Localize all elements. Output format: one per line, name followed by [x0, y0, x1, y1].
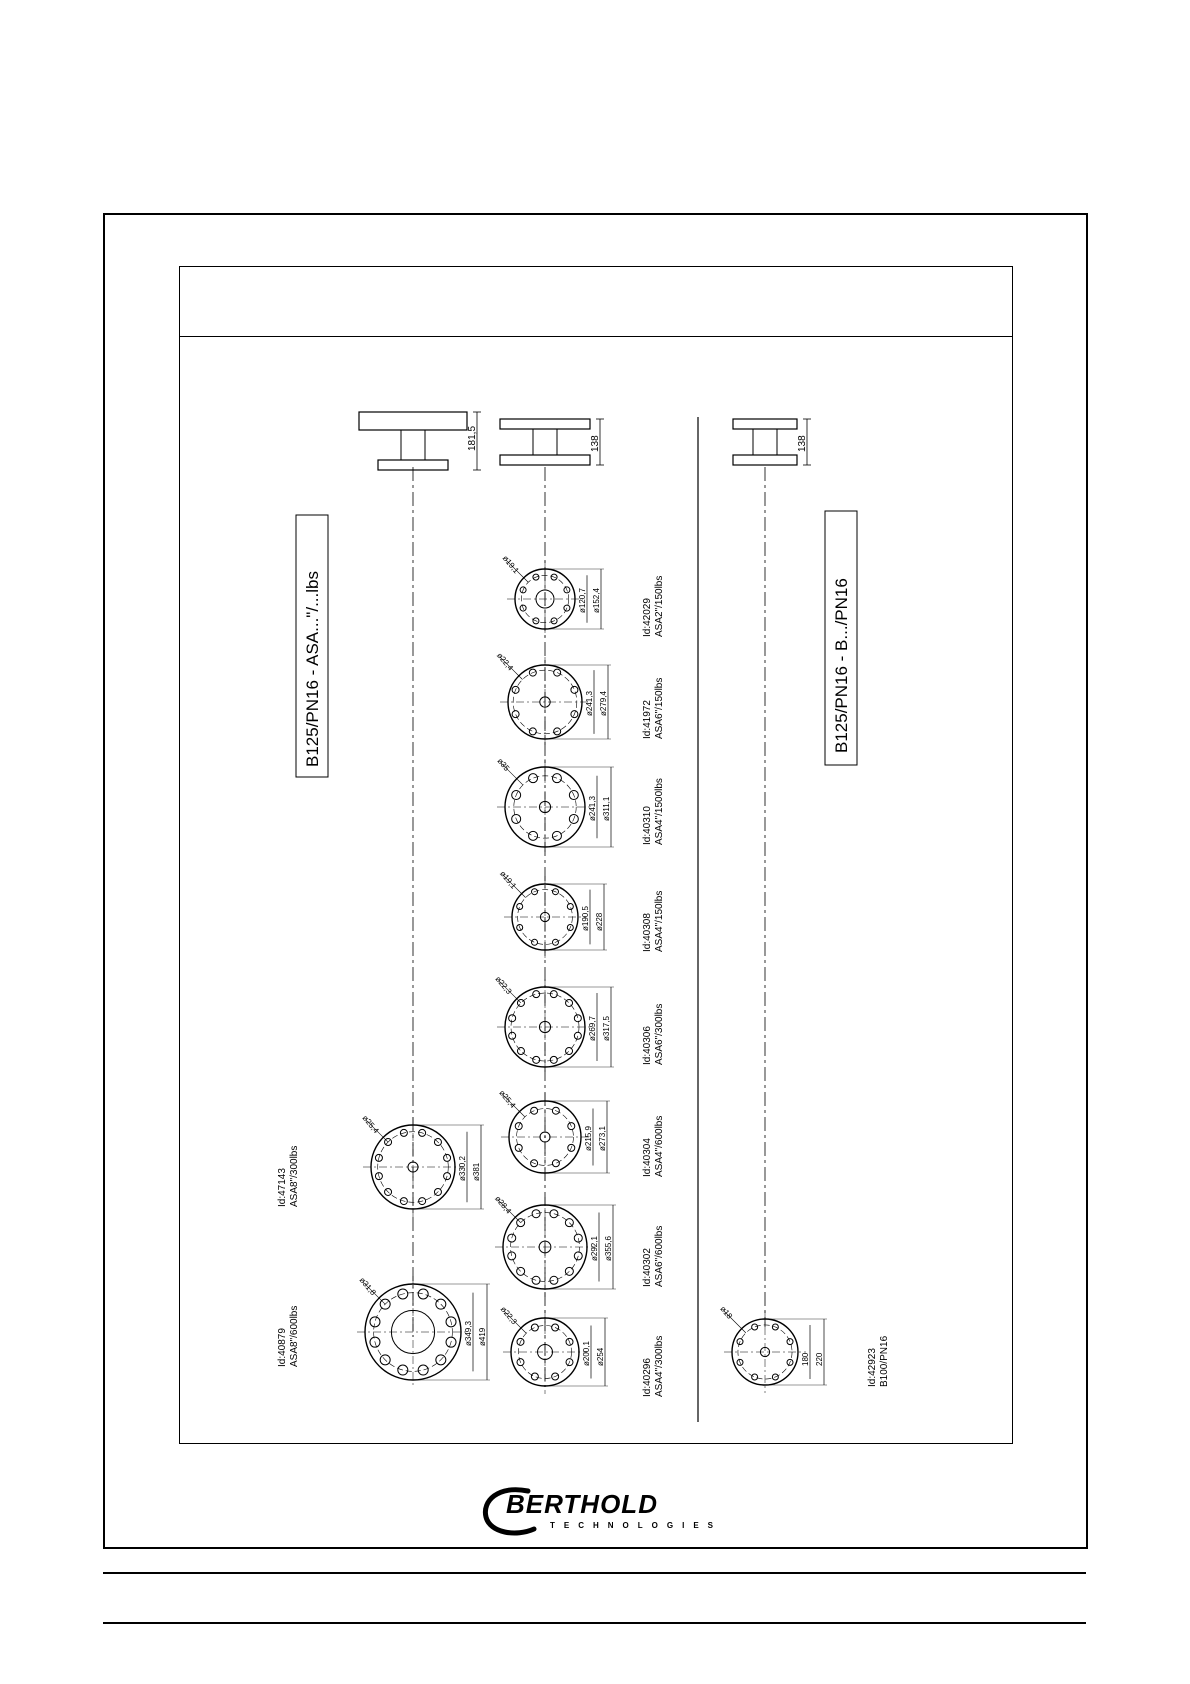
bolt-hole	[509, 1032, 516, 1039]
flange-spec: ASA8"/600lbs	[289, 1305, 300, 1367]
side-views	[359, 412, 811, 470]
bolt-hole	[550, 1056, 557, 1063]
flange-hole-dim: ø22,3	[498, 1304, 519, 1327]
logo-subtitle: TECHNOLOGIES	[550, 1521, 723, 1530]
flange-10	[501, 554, 665, 637]
flange-outer-dim: ø311,1	[602, 796, 611, 821]
footer-rule-top	[103, 1572, 1086, 1574]
bolt-hole	[517, 904, 523, 910]
flange-hole-dim: ø19,1	[500, 553, 521, 576]
flange-5	[497, 1088, 665, 1181]
flange-outer-dim: ø355,6	[604, 1236, 613, 1261]
group-pn-label: B125/PN16 - B.../PN16	[832, 578, 851, 753]
bolt-hole	[532, 1210, 540, 1218]
flange-outer-dim: 220	[815, 1352, 824, 1366]
bolt-hole	[532, 939, 538, 945]
flange-bolt-circle-dim: ø120,7	[578, 588, 587, 613]
group-asa-label: B125/PN16 - ASA..."/...lbs	[303, 571, 322, 767]
bolt-hole	[517, 1048, 524, 1055]
flange-hole-dim: ø22,3	[493, 974, 514, 996]
flange-spec: ASA6"/150lbs	[654, 677, 665, 739]
flange-id: Id:41972	[642, 700, 653, 739]
flange-drawing	[180, 337, 1010, 1441]
flange-spec: ASA4"/1500lbs	[654, 778, 665, 845]
flange-bolt-circle-dim: ø269,7	[588, 1016, 597, 1041]
bolt-hole	[370, 1317, 380, 1327]
group-asa-box	[296, 515, 328, 777]
flange-hole-dim: ø18	[718, 1304, 735, 1321]
bolt-hole	[574, 1234, 582, 1242]
flange-hole-dim: ø19,1	[498, 869, 519, 891]
bolt-hole	[574, 1032, 581, 1039]
bolt-hole	[418, 1289, 428, 1299]
flange-id: Id:47143	[277, 1168, 288, 1207]
berthold-logo	[478, 1483, 723, 1543]
bolt-hole	[533, 1056, 540, 1063]
logo-word: BERTHOLD	[506, 1489, 658, 1519]
bolt-hole	[512, 711, 519, 718]
bolt-hole	[418, 1365, 428, 1375]
flange-spec: ASA2"/150lbs	[654, 575, 665, 637]
side-view-height: 181,5	[467, 425, 478, 451]
header-bar	[103, 62, 1086, 114]
flange-hole-dim: ø22,4	[494, 651, 516, 673]
bolt-hole	[529, 774, 538, 783]
flange-bolt-circle-dim: ø330,2	[458, 1156, 467, 1181]
flange-id: Id:40302	[642, 1248, 653, 1287]
bolt-hole	[529, 831, 538, 840]
flange-3	[499, 1305, 665, 1397]
flange-hole-dim: ø31,8	[357, 1275, 378, 1298]
flange-outer-dim: ø228	[595, 912, 604, 931]
bolt-hole	[533, 991, 540, 998]
bolt-hole	[752, 1374, 758, 1380]
flange-id: Id:40296	[642, 1358, 653, 1397]
side-view	[733, 419, 811, 465]
bolt-hole	[552, 774, 561, 783]
bolt-hole	[752, 1324, 758, 1330]
bolt-hole	[508, 1252, 516, 1260]
bolt-hole	[574, 1015, 581, 1022]
flange-6	[493, 974, 665, 1075]
flange-outer-dim: ø254	[596, 1347, 605, 1366]
side-view-height: 138	[797, 435, 808, 452]
flange-id: Id:40304	[642, 1138, 653, 1177]
flange-7	[498, 869, 665, 958]
flange-bolt-circle-dim: ø349,3	[464, 1321, 473, 1346]
flange-spec: ASA6"/300lbs	[654, 1003, 665, 1065]
bolt-hole	[566, 1048, 573, 1055]
bolt-hole	[529, 728, 536, 735]
flange-bolt-circle-dim: ø292,1	[590, 1236, 599, 1261]
flange-11	[718, 1304, 890, 1393]
flange-4	[493, 1194, 665, 1297]
flange-id: Id:40308	[642, 913, 653, 952]
side-view	[359, 412, 481, 470]
flange-outer-dim: ø152,4	[592, 588, 601, 613]
flange-spec: B100/PN16	[879, 1335, 890, 1387]
flange-id: Id:40310	[642, 806, 653, 845]
flange-bolt-circle-dim: ø190,5	[581, 906, 590, 931]
flange-hole-dim: ø25,4	[497, 1088, 518, 1110]
flange-bolt-circle-dim: 180	[801, 1352, 810, 1366]
sheet-title-block	[180, 267, 1012, 337]
bolt-hole	[515, 1144, 522, 1151]
flange-views	[277, 554, 890, 1397]
bolt-hole	[550, 1276, 558, 1284]
flange-spec: ASA4"/150lbs	[654, 890, 665, 952]
side-view	[500, 419, 604, 465]
flange-hole-dim: ø25,4	[360, 1113, 381, 1136]
flange-hole-dim: ø35	[495, 756, 512, 773]
flange-2	[277, 1114, 484, 1217]
bolt-hole	[552, 1324, 559, 1331]
flange-id: Id:42923	[867, 1348, 878, 1387]
flange-bolt-circle-dim: ø241,3	[588, 796, 597, 821]
flange-9	[495, 651, 665, 747]
flange-spec: ASA4"/300lbs	[654, 1335, 665, 1397]
bolt-hole	[571, 686, 578, 693]
footer-rule-bottom	[103, 1622, 1086, 1624]
bolt-hole	[550, 991, 557, 998]
flange-outer-dim: ø317,5	[602, 1016, 611, 1041]
flange-bolt-circle-dim: ø215,9	[584, 1126, 593, 1151]
flange-id: Id:40879	[277, 1328, 288, 1367]
group-pn-box	[825, 511, 857, 765]
flange-1	[277, 1276, 490, 1388]
flange-id: Id:42029	[642, 598, 653, 637]
flange-spec: ASA4"/600lbs	[654, 1115, 665, 1177]
flange-8	[495, 756, 665, 855]
flange-spec: ASA8"/300lbs	[289, 1145, 300, 1207]
bolt-hole	[509, 1015, 516, 1022]
side-view-height: 138	[590, 435, 601, 452]
flange-outer-dim: ø381	[472, 1162, 481, 1181]
flange-hole-dim: ø28,4	[493, 1194, 514, 1216]
flange-bolt-circle-dim: ø200,1	[582, 1341, 591, 1366]
flange-outer-dim: ø279,4	[599, 691, 608, 716]
bolt-hole	[567, 904, 573, 910]
bolt-hole	[566, 999, 573, 1006]
bolt-hole	[552, 1160, 559, 1167]
bolt-hole	[531, 1373, 538, 1380]
flange-bolt-circle-dim: ø241,3	[585, 691, 594, 716]
flange-outer-dim: ø273,1	[598, 1126, 607, 1151]
flange-id: Id:40306	[642, 1026, 653, 1065]
flange-outer-dim: ø419	[478, 1327, 487, 1346]
flange-spec: ASA6"/600lbs	[654, 1225, 665, 1287]
